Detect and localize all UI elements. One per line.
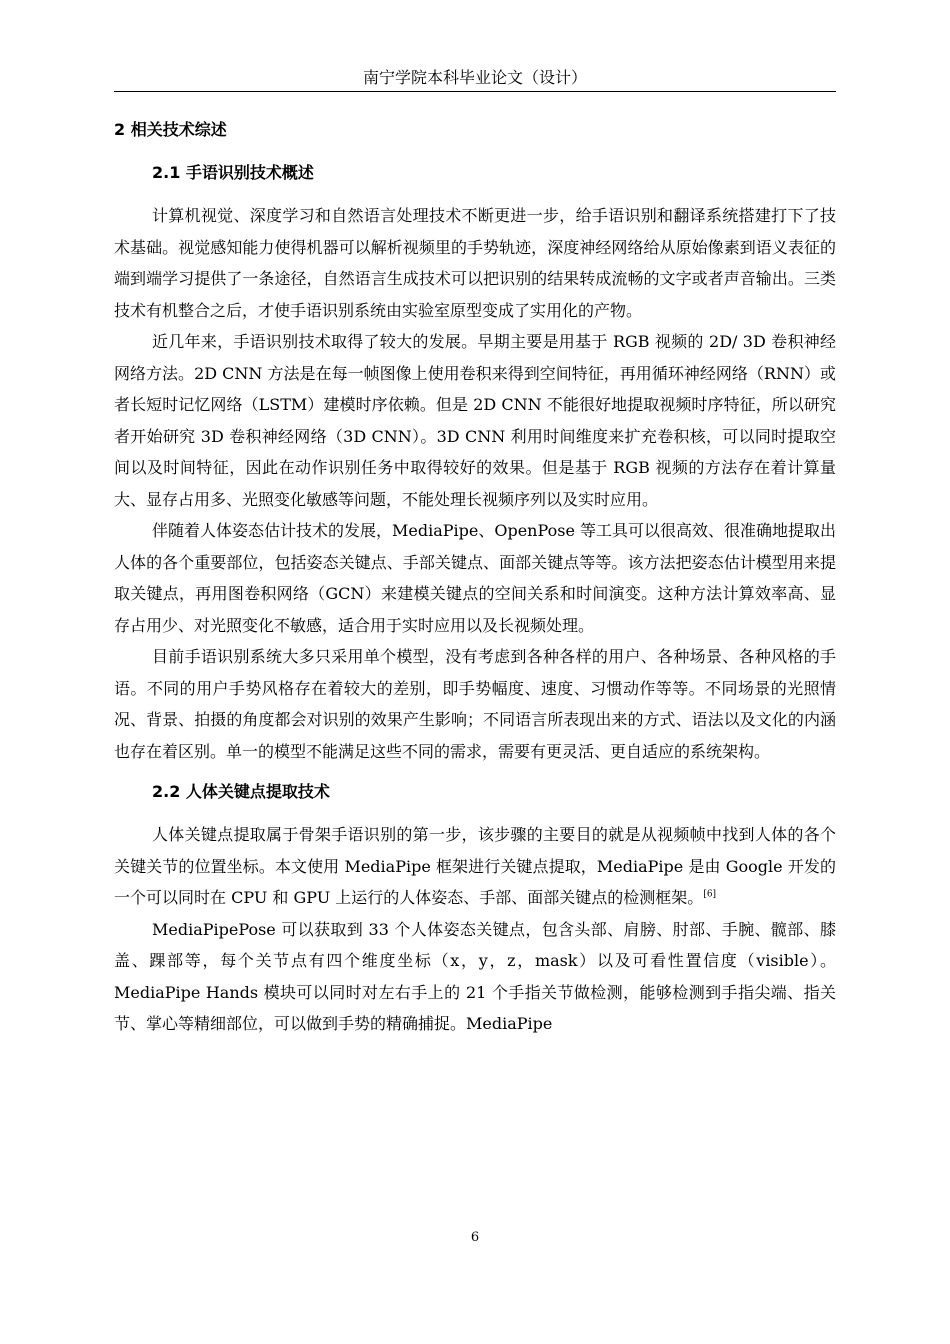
- page-number: 6: [470, 1230, 480, 1245]
- paragraph: MediaPipePose 可以获取到 33 个人体姿态关键点，包含头部、肩膀、肘部、手腕、髋部、膝盖、踝部等，每个关节点有四个维度坐标（x，y，z，mask）以及可看性置信度（visible）。MediaPipe Hands 模块可以同时对左右手上的 21 个手指关节做检测，能够检测到手指尖端、指关节、掌心等精细部位，可以做到手势的精确捕捉。MediaPipe: [114, 919, 836, 1033]
- header-rule: [114, 91, 836, 92]
- paragraph-with-citation: [114, 819, 836, 914]
- page-body: [114, 116, 836, 1040]
- section-heading-2-2: 2.2 人体关键点提取技术: [152, 782, 330, 801]
- chapter-heading: 2 相关技术综述: [114, 120, 227, 139]
- running-header: 南宁学院本科毕业论文（设计）: [362, 68, 587, 87]
- paragraph: 伴随着人体姿态估计技术的发展，MediaPipe、OpenPose 等工具可以很高效、很准确地提取出人体的各个重要部位，包括姿态关键点、手部关键点、面部关键点等等。该方法把姿态估计模型用来提取关键点，再用图卷积网络（GCN）来建模关键点的空间关系和时间演变。这种方法计算效率高、显存占用少、对光照变化不敏感，适合用于实时应用以及长视频处理。: [114, 521, 836, 635]
- section-heading-2-1: 2.1 手语识别技术概述: [152, 163, 314, 182]
- paragraph: 计算机视觉、深度学习和自然语言处理技术不断更进一步，给手语识别和翻译系统搭建打下了技术基础。视觉感知能力使得机器可以解析视频里的手势轨迹，深度神经网络给从原始像素到语义表征的端到端学习提供了一条途径，自然语言生成技术可以把识别的结果转成流畅的文字或者声音输出。三类技术有机整合之后，才使手语识别系统由实验室原型变成了实用化的产物。: [114, 206, 836, 320]
- paragraph: 目前手语识别系统大多只采用单个模型，没有考虑到各种各样的用户、各种场景、各种风格的手语。不同的用户手势风格存在着较大的差别，即手势幅度、速度、习惯动作等等。不同场景的光照情况、背景、拍摄的角度都会对识别的效果产生影响；不同语言所表现出来的方式、语法以及文化的内涵也存在着区别。单一的模型不能满足这些不同的需求，需要有更灵活、更自适应的系统架构。: [114, 647, 836, 761]
- paragraph: 近几年来，手语识别技术取得了较大的发展。早期主要是用基于 RGB 视频的 2D/ 3D 卷积神经网络方法。2D CNN 方法是在每一帧图像上使用卷积来得到空间特征，再用循环神经网络（RNN）或者长短时记忆网络（LSTM）建模时序依赖。但是 2D CNN 不能很好地提取视频时序特征，所以研究者开始研究 3D 卷积神经网络（3D CNN）。3D CNN 利用时间维度来扩充卷积核，可以同时提取空间以及时间特征，因此在动作识别任务中取得较好的效果。但是基于 RGB 视频的方法存在着计算量大、显存占用多、光照变化敏感等问题，不能处理长视频序列以及实时应用。: [114, 332, 836, 509]
- citation-ref[interactable]: [6]: [703, 889, 717, 900]
- paragraph-text: 人体关键点提取属于骨架手语识别的第一步，该步骤的主要目的就是从视频帧中找到人体的各个关键关节的位置坐标。本文使用 MediaPipe 框架进行关键点提取，MediaPipe 是由 Google 开发的一个可以同时在 CPU 和 GPU 上运行的人体姿态、手部、面部关键点的检测框架。: [114, 825, 836, 907]
